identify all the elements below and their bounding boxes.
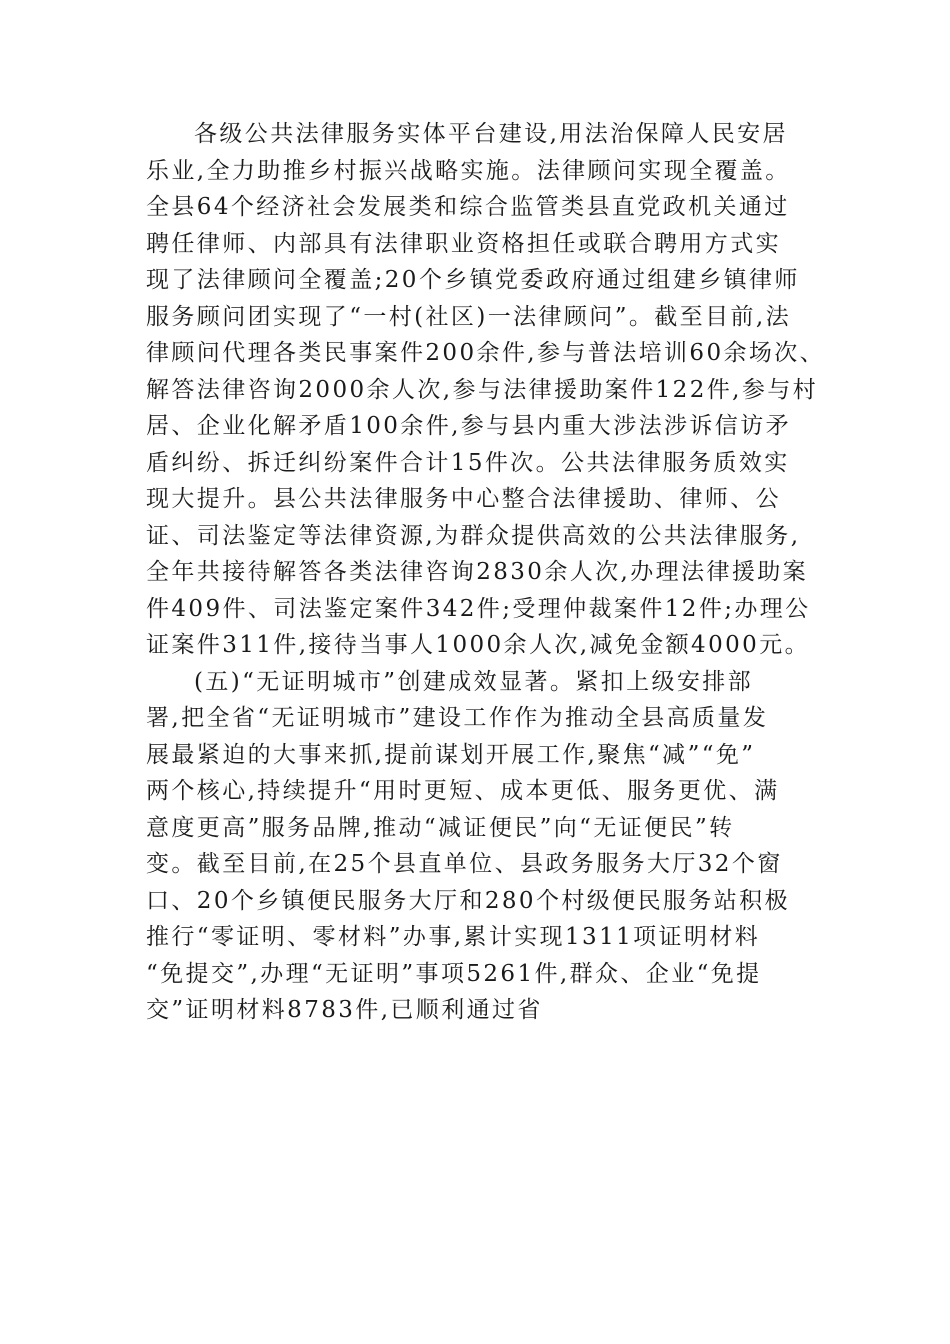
text-line: 件409件、司法鉴定案件342件;受理仲裁案件12件;办理公 <box>146 595 811 622</box>
text-line: 口、20个乡镇便民服务大厅和280个村级便民服务站积极 <box>146 887 790 914</box>
text-line: 两个核心,持续提升“用时更短、成本更低、服务更优、满 <box>146 778 780 804</box>
text-line: 证、司法鉴定等法律资源,为群众提供高效的公共法律服务, <box>146 522 801 549</box>
text-line: (五)“无证明城市”创建成效显著。紧扣上级安排部 <box>194 668 754 695</box>
text-line: “免提交”,办理“无证明”事项5261件,群众、企业“免提 <box>146 960 762 987</box>
text-line: 变。截至目前,在25个县直单位、县政务服务大厅32个窗 <box>146 851 783 877</box>
text-line: 服务顾问团实现了“一村(社区)一法律顾问”。截至目前,法 <box>146 303 791 330</box>
text-line: 推行“零证明、零材料”办事,累计实现1311项证明材料 <box>146 924 761 950</box>
text-line: 律顾问代理各类民事案件200余件,参与普法培训60余场次、 <box>146 340 826 366</box>
text-line: 署,把全省“无证明城市”建设工作作为推动全县高质量发 <box>146 705 769 731</box>
text-line: 聘任律师、内部具有法律职业资格担任或联合聘用方式实 <box>146 230 781 257</box>
text-line: 现大提升。县公共法律服务中心整合法律援助、律师、公 <box>146 486 781 512</box>
document-body <box>146 116 826 1029</box>
text-line: 全县64个经济社会发展类和综合监管类县直党政机关通过 <box>146 194 790 220</box>
paragraph-legal-services <box>146 116 826 664</box>
text-line: 现了法律顾问全覆盖;20个乡镇党委政府通过组建乡镇律师 <box>146 267 800 293</box>
text-line: 解答法律咨询2000余人次,参与法律援助案件122件,参与村 <box>146 376 819 403</box>
text-line: 全年共接待解答各类法律咨询2830余人次,办理法律援助案 <box>146 559 809 585</box>
text-line: 交”证明材料8783件,已顺利通过省 <box>146 997 543 1023</box>
text-line: 意度更高”服务品牌,推动“减证便民”向“无证便民”转 <box>146 814 735 841</box>
text-line: 居、企业化解矛盾100余件,参与县内重大涉法涉诉信访矛 <box>146 413 792 439</box>
text-line: 证案件311件,接待当事人1000余人次,减免金额4000元。 <box>146 632 810 658</box>
text-line: 展最紧迫的大事来抓,提前谋划开展工作,聚焦“减”“免” <box>146 741 756 768</box>
text-line: 乐业,全力助推乡村振兴战略实施。法律顾问实现全覆盖。 <box>146 157 791 184</box>
text-line: 盾纠纷、拆迁纠纷案件合计15件次。公共法律服务质效实 <box>146 449 790 476</box>
paragraph-no-certificate-city <box>146 664 818 1029</box>
text-line: 各级公共法律服务实体平台建设,用法治保障人民安居 <box>194 121 788 147</box>
